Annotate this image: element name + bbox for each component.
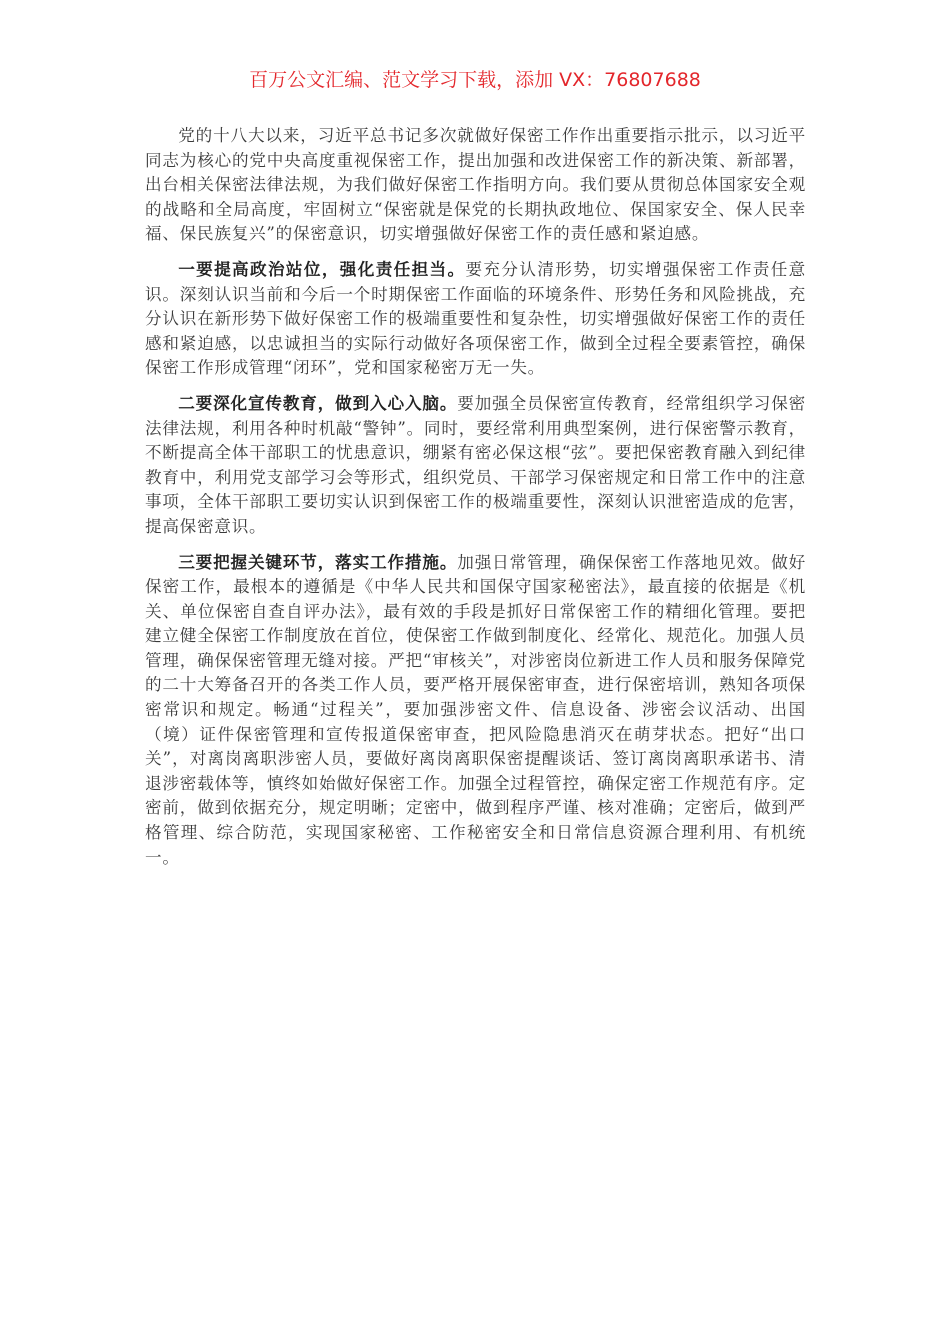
paragraph-point-3 xyxy=(145,550,806,871)
paragraph-point-2 xyxy=(145,391,806,540)
paragraph-heading: 三要把握关键环节，落实工作措施。 xyxy=(178,551,458,572)
paragraph-heading: 一要提高政治站位，强化责任担当。 xyxy=(178,258,466,279)
paragraph-text: 加强日常管理，确保保密工作落地见效。做好保密工作，最根本的遵循是《中华人民共和国保守国家秘密法》，最直接的依据是《机关、单位保密自查自评办法》，最有效的手段是抓好日常保密工作的精细化管理。要把建立健全保密工作制度放在首位，使保密工作做到制度化、经常化、规范化。加强人员管理，确保保密管理无缝对接。严把“审核关”，对涉密岗位新进工作人员和服务保障党的二十大筹备召开的各类工作人员，要严格开展保密审查，进行保密培训，熟知各项保密常识和规定。畅通“过程关”，要加强涉密文件、信息设备、涉密会议活动、出国（境）证件保密管理和宣传报道保密审查，把风险隐患消灭在萌芽状态。把好“出口关”，对离岗离职涉密人员，要做好离岗离职保密提醒谈话、签订离岗离职承诺书、清退涉密载体等，慎终如始做好保密工作。加强全过程管控，确保定密工作规范有序。定密前，做到依据充分，规定明晰；定密中，做到程序严谨、核对准确；定密后，做到严格管理、综合防范，实现国家秘密、工作秘密安全和日常信息资源合理利用、有机统一。 xyxy=(145,552,807,867)
paragraph-intro xyxy=(145,124,806,247)
paragraph-point-1 xyxy=(145,257,806,381)
document-body xyxy=(145,124,806,880)
paragraph-text: 要充分认清形势，切实增强保密工作责任意识。深刻认识当前和今后一个时期保密工作面临的环境条件、形势任务和风险挑战，充分认识在新形势下做好保密工作的极端重要性和复杂性，切实增强做好保密工作的责任感和紧迫感，以忠诚担当的实际行动做好各项保密工作，做到全过程全要素管控，确保保密工作形成管理“闭环”，党和国家秘密万无一失。 xyxy=(145,259,807,378)
paragraph-text: 党的十八大以来，习近平总书记多次就做好保密工作作出重要指示批示，以习近平同志为核心的党中央高度重视保密工作，提出加强和改进保密工作的新决策、新部署，出台相关保密法律法规，为我们做好保密工作指明方向。我们要从贯彻总体国家安全观的战略和全局高度，牢固树立“保密就是保党的长期执政地位、保国家安全、保人民幸福、保民族复兴”的保密意识，切实增强做好保密工作的责任感和紧迫感。 xyxy=(145,126,806,244)
paragraph-text: 要加强全员保密宣传教育，经常组织学习保密法律法规，利用各种时机敲“警钟”。同时，要经常利用典型案例，进行保密警示教育，不断提高全体干部职工的忧患意识，绷紧有密必保这根“弦”。要把保密教育融入到纪律教育中，利用党支部学习会等形式，组织党员、干部学习保密规定和日常工作中的注意事项，全体干部职工要切实认识到保密工作的极端重要性，深刻认识泄密造成的危害，提高保密意识。 xyxy=(145,393,807,536)
promo-banner: 百万公文汇编、范文学习下载，添加 VX：76807688 xyxy=(249,69,701,91)
paragraph-heading: 二要深化宣传教育，做到入心入脑。 xyxy=(178,392,458,413)
